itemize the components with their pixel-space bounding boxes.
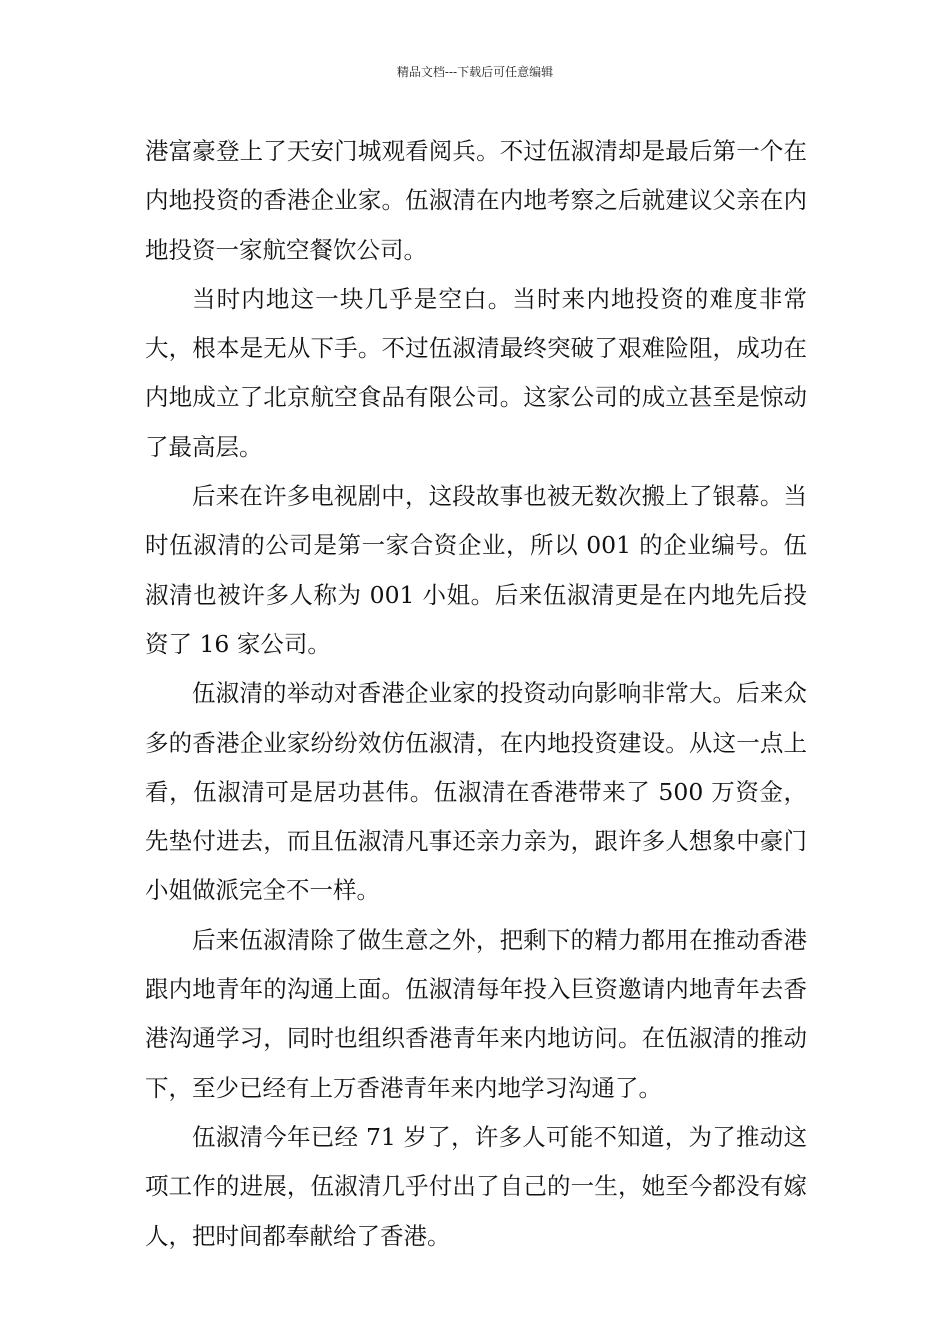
- paragraph: 伍淑清的举动对香港企业家的投资动向影响非常大。后来众多的香港企业家纷纷效仿伍淑清，在内地投资建设。从这一点上看，伍淑清可是居功甚伟。伍淑清在香港带来了 500 万资金，先垫付进去，而且伍淑清凡事还亲力亲为，跟许多人想象中豪门小姐做派完全不一样。: [145, 679, 807, 905]
- paragraph: 当时内地这一块几乎是空白。当时来内地投资的难度非常大，根本是无从下手。不过伍淑清最终突破了艰难险阻，成功在内地成立了北京航空食品有限公司。这家公司的成立甚至是惊动了最高层。: [145, 284, 807, 461]
- page-header: 精品文档---下载后可任意编辑: [396, 65, 554, 79]
- document-body: [145, 127, 807, 1261]
- paragraph: 后来在许多电视剧中，这段故事也被无数次搬上了银幕。当时伍淑清的公司是第一家合资企业，所以 001 的企业编号。伍淑清也被许多人称为 001 小姐。后来伍淑清更是在内地先后投资了 16 家公司。: [145, 482, 807, 658]
- paragraph: 伍淑清今年已经 71 岁了，许多人可能不知道，为了推动这项工作的进展，伍淑清几乎付出了自己的一生，她至今都没有嫁人，把时间都奉献给了香港。: [145, 1122, 807, 1250]
- paragraph: 港富豪登上了天安门城观看阅兵。不过伍淑清却是最后第一个在内地投资的香港企业家。伍淑清在内地考察之后就建议父亲在内地投资一家航空餐饮公司。: [145, 137, 807, 264]
- paragraph: 后来伍淑清除了做生意之外，把剩下的精力都用在推动香港跟内地青年的沟通上面。伍淑清每年投入巨资邀请内地青年去香港沟通学习，同时也组织香港青年来内地访问。在伍淑清的推动下，至少已经有上万香港青年来内地学习沟通了。: [145, 925, 807, 1102]
